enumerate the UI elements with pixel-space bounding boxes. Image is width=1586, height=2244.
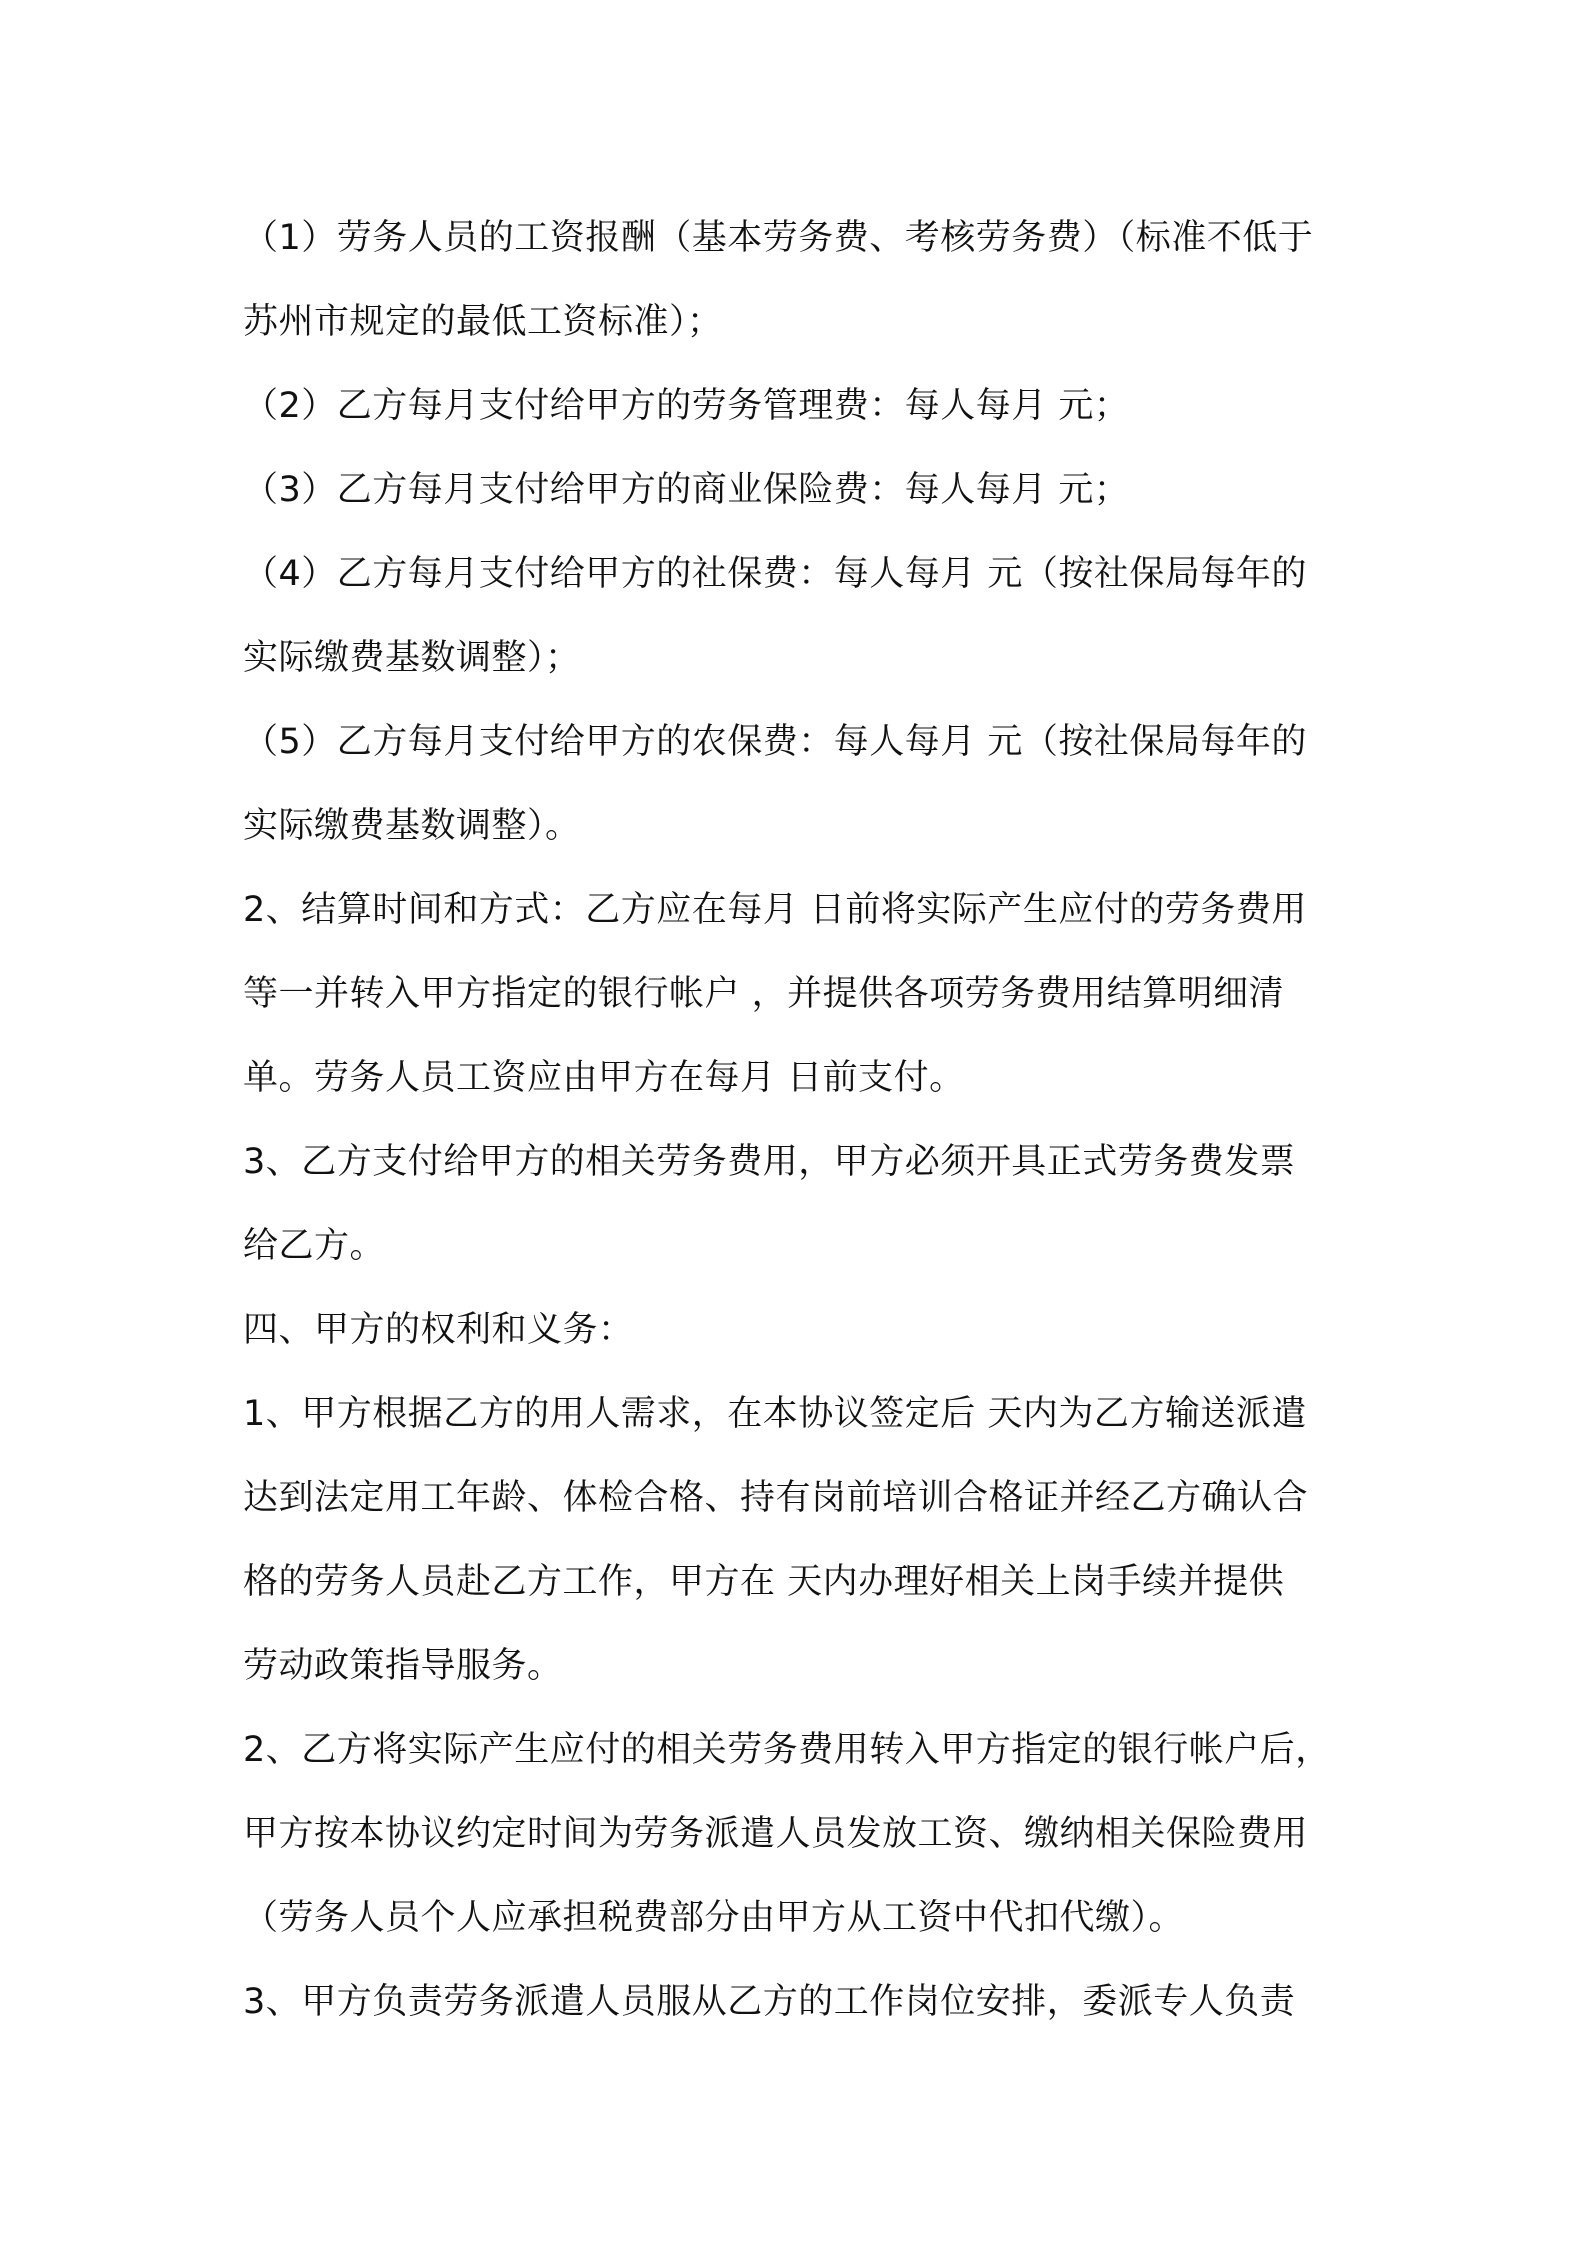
text-line: （2）乙方每月支付给甲方的劳务管理费：每人每月 元； bbox=[243, 386, 1130, 426]
section-heading: 四、甲方的权利和义务： bbox=[243, 1310, 634, 1350]
text-line: 甲方按本协议约定时间为劳务派遣人员发放工资、缴纳相关保险费用 bbox=[243, 1814, 1309, 1854]
text-line: 2、结算时间和方式：乙方应在每月 日前将实际产生应付的劳务费用 bbox=[243, 890, 1307, 930]
text-line: 等一并转入甲方指定的银行帐户 ，并提供各项劳务费用结算明细清 bbox=[243, 974, 1285, 1014]
text-line: （3）乙方每月支付给甲方的商业保险费：每人每月 元； bbox=[243, 470, 1130, 510]
document-body bbox=[243, 196, 1353, 2044]
text-line: 3、乙方支付给甲方的相关劳务费用，甲方必须开具正式劳务费发票 bbox=[243, 1142, 1296, 1182]
text-line: 给乙方。 bbox=[243, 1226, 386, 1266]
text-line: 劳动政策指导服务。 bbox=[243, 1646, 563, 1686]
text-line: （1）劳务人员的工资报酬（基本劳务费、考核劳务费）（标准不低于 bbox=[243, 218, 1314, 258]
text-line: （5）乙方每月支付给甲方的农保费：每人每月 元（按社保局每年的 bbox=[243, 722, 1307, 762]
text-line: 3、甲方负责劳务派遣人员服从乙方的工作岗位安排，委派专人负责 bbox=[243, 1982, 1296, 2022]
text-line: 1、甲方根据乙方的用人需求，在本协议签定后 天内为乙方输送派遣 bbox=[243, 1394, 1307, 1434]
text-line: 实际缴费基数调整）。 bbox=[243, 806, 581, 846]
text-line: 单。劳务人员工资应由甲方在每月 日前支付。 bbox=[243, 1058, 965, 1098]
text-line: 2、乙方将实际产生应付的相关劳务费用转入甲方指定的银行帐户后， bbox=[243, 1730, 1331, 1770]
text-line: （4）乙方每月支付给甲方的社保费：每人每月 元（按社保局每年的 bbox=[243, 554, 1307, 594]
text-line: 苏州市规定的最低工资标准）； bbox=[243, 302, 723, 342]
text-line: （劳务人员个人应承担税费部分由甲方从工资中代扣代缴）。 bbox=[243, 1898, 1185, 1938]
text-line: 达到法定用工年龄、体检合格、持有岗前培训合格证并经乙方确认合 bbox=[243, 1478, 1309, 1518]
text-line: 格的劳务人员赴乙方工作，甲方在 天内办理好相关上岗手续并提供 bbox=[243, 1562, 1285, 1602]
text-line: 实际缴费基数调整）； bbox=[243, 638, 581, 678]
